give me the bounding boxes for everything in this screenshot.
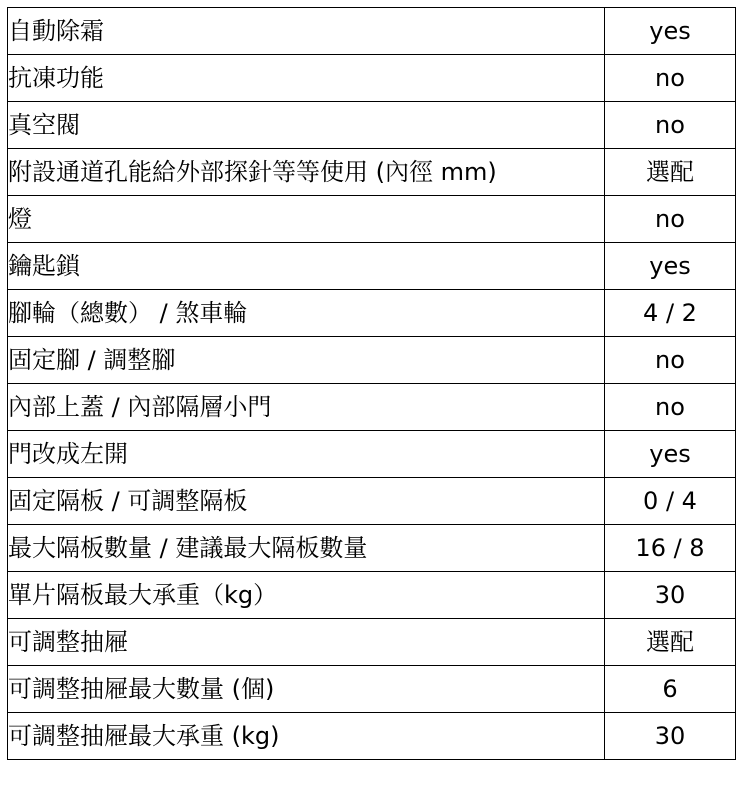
table-row <box>8 384 736 431</box>
row-label: 固定腳 / 調整腳 <box>8 337 605 384</box>
row-value: 選配 <box>605 149 736 196</box>
row-value: yes <box>605 431 736 478</box>
table-row <box>8 619 736 666</box>
row-label: 固定隔板 / 可調整隔板 <box>8 478 605 525</box>
row-label: 最大隔板數量 / 建議最大隔板數量 <box>8 525 605 572</box>
table-row <box>8 149 736 196</box>
row-label: 抗凍功能 <box>8 55 605 102</box>
table-row <box>8 243 736 290</box>
table-row <box>8 290 736 337</box>
row-value: no <box>605 337 736 384</box>
table-row <box>8 478 736 525</box>
row-value: yes <box>605 243 736 290</box>
row-label: 鑰匙鎖 <box>8 243 605 290</box>
table-row <box>8 337 736 384</box>
row-value: no <box>605 55 736 102</box>
row-value: 6 <box>605 666 736 713</box>
row-value: 16 / 8 <box>605 525 736 572</box>
row-label: 可調整抽屜最大數量 (個) <box>8 666 605 713</box>
row-value: 0 / 4 <box>605 478 736 525</box>
row-value: no <box>605 102 736 149</box>
row-value: no <box>605 384 736 431</box>
row-label: 附設通道孔能給外部探針等等使用 (內徑 mm) <box>8 149 605 196</box>
table-row <box>8 55 736 102</box>
table-row <box>8 525 736 572</box>
table-row <box>8 713 736 760</box>
row-value: 選配 <box>605 619 736 666</box>
spec-table <box>7 7 736 760</box>
table-row <box>8 8 736 55</box>
table-row <box>8 572 736 619</box>
row-label: 燈 <box>8 196 605 243</box>
row-label: 可調整抽屜 <box>8 619 605 666</box>
row-label: 內部上蓋 / 內部隔層小門 <box>8 384 605 431</box>
row-label: 門改成左開 <box>8 431 605 478</box>
table-row <box>8 102 736 149</box>
row-label: 自動除霜 <box>8 8 605 55</box>
row-label: 真空閥 <box>8 102 605 149</box>
row-label: 可調整抽屜最大承重 (kg) <box>8 713 605 760</box>
table-row <box>8 196 736 243</box>
row-value: no <box>605 196 736 243</box>
row-value: 30 <box>605 713 736 760</box>
row-label: 腳輪（總數） / 煞車輪 <box>8 290 605 337</box>
row-value: yes <box>605 8 736 55</box>
row-value: 30 <box>605 572 736 619</box>
table-row <box>8 666 736 713</box>
table-row <box>8 431 736 478</box>
row-value: 4 / 2 <box>605 290 736 337</box>
row-label: 單片隔板最大承重（kg） <box>8 572 605 619</box>
